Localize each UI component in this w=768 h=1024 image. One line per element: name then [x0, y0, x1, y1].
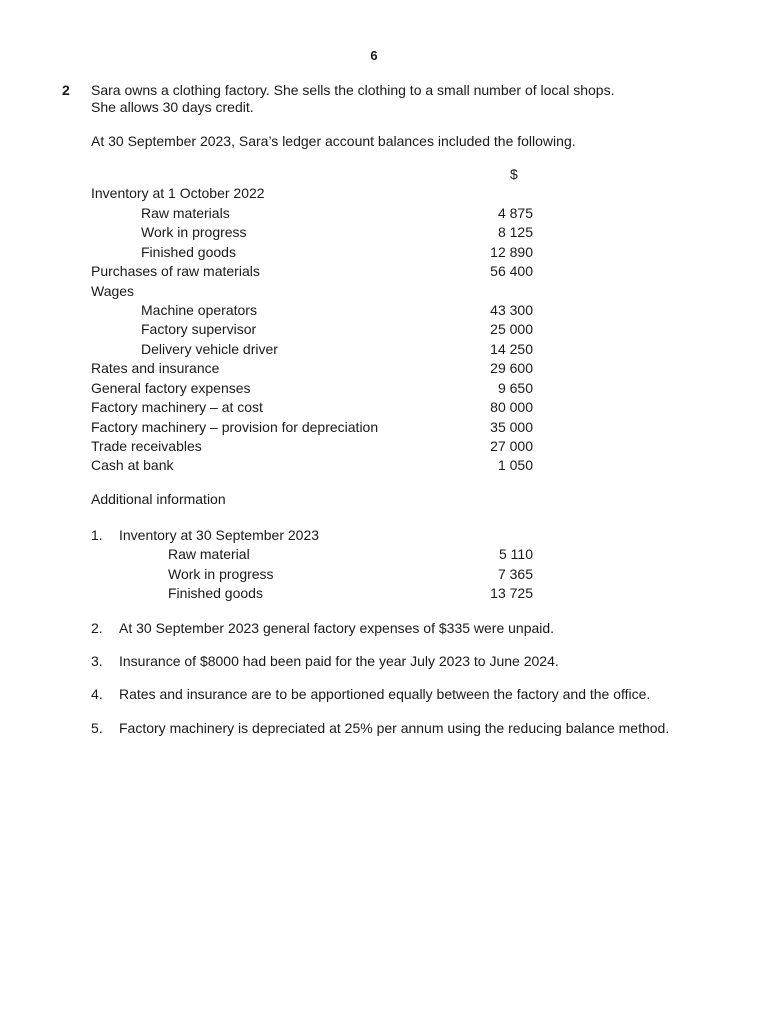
finished-goods-value: 12 890 — [490, 244, 533, 260]
currency-header: $ — [510, 166, 518, 182]
intro-line-1: Sara owns a clothing factory. She sells the clothing to a small number of local shops. — [91, 82, 615, 98]
delivery-driver-value: 14 250 — [490, 341, 533, 357]
wages-heading: Wages — [91, 283, 135, 299]
item-4-text: Rates and insurance are to be apportioned equally between the factory and the office. — [119, 686, 651, 702]
finished-goods-label: Finished goods — [141, 244, 236, 260]
intro-line-2: She allows 30 days credit. — [91, 99, 254, 115]
closing-wip-value: 7 365 — [497, 566, 533, 582]
item-1-number: 1. — [91, 527, 103, 543]
item-1-text: Inventory at 30 September 2023 — [119, 527, 320, 543]
purchases-value: 56 400 — [490, 263, 533, 279]
item-5-text: Factory machinery is depreciated at 25% per annum using the reducing balance method. — [119, 720, 670, 736]
machinery-depreciation-value: 35 000 — [490, 419, 533, 435]
wip-value: 8 125 — [497, 224, 533, 240]
item-3-text: Insurance of $8000 had been paid for the year July 2023 to June 2024. — [119, 653, 559, 669]
closing-finished-goods-value: 13 725 — [490, 585, 533, 601]
general-expenses-value: 9 650 — [497, 380, 533, 396]
machinery-cost-label: Factory machinery – at cost — [91, 399, 263, 415]
general-expenses-label: General factory expenses — [91, 380, 251, 396]
page-number: 6 — [370, 48, 378, 63]
raw-materials-value: 4 875 — [497, 205, 533, 221]
trade-receivables-value: 27 000 — [490, 438, 533, 454]
item-2-text: At 30 September 2023 general factory expenses of $335 were unpaid. — [119, 620, 555, 636]
machine-operators-label: Machine operators — [141, 302, 257, 318]
closing-wip-label: Work in progress — [168, 566, 274, 582]
raw-materials-label: Raw materials — [141, 205, 230, 221]
item-3-number: 3. — [91, 653, 103, 669]
factory-supervisor-value: 25 000 — [490, 321, 533, 337]
cash-at-bank-value: 1 050 — [497, 457, 533, 473]
machine-operators-value: 43 300 — [490, 302, 533, 318]
delivery-driver-label: Delivery vehicle driver — [141, 341, 278, 357]
item-4-number: 4. — [91, 686, 103, 702]
trade-receivables-label: Trade receivables — [91, 438, 202, 454]
cash-at-bank-label: Cash at bank — [91, 457, 174, 473]
inventory-heading: Inventory at 1 October 2022 — [91, 185, 265, 201]
closing-finished-goods-label: Finished goods — [168, 585, 263, 601]
factory-supervisor-label: Factory supervisor — [141, 321, 257, 337]
additional-info-heading: Additional information — [91, 491, 226, 507]
question-number: 2 — [62, 82, 70, 98]
closing-raw-material-label: Raw material — [168, 546, 250, 562]
rates-insurance-label: Rates and insurance — [91, 360, 220, 376]
item-2-number: 2. — [91, 620, 103, 636]
wip-label: Work in progress — [141, 224, 247, 240]
rates-insurance-value: 29 600 — [490, 360, 533, 376]
ledger-intro: At 30 September 2023, Sara’s ledger account balances included the following. — [91, 133, 576, 149]
closing-raw-material-value: 5 110 — [499, 546, 533, 562]
machinery-cost-value: 80 000 — [490, 399, 533, 415]
purchases-label: Purchases of raw materials — [91, 263, 260, 279]
item-5-number: 5. — [91, 720, 103, 736]
machinery-depreciation-label: Factory machinery – provision for depreciation — [91, 419, 379, 435]
